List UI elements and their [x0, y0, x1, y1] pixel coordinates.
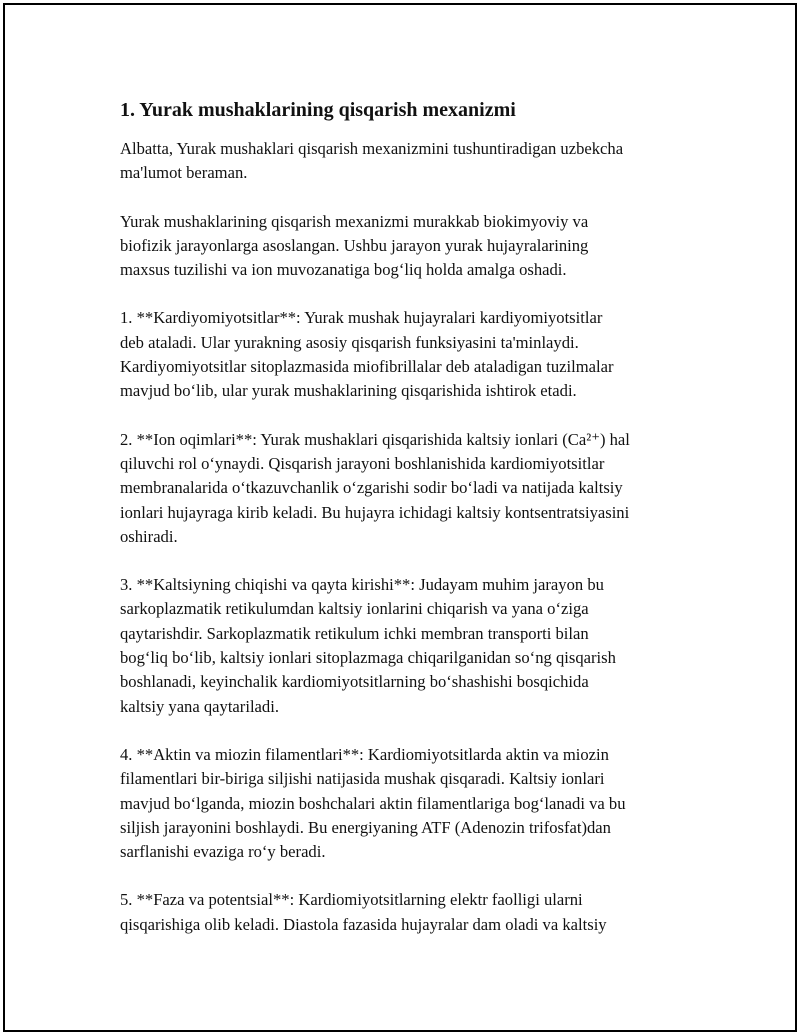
paragraph-item-2: 2. **Ion oqimlari**: Yurak mushaklari qisqarishida kaltsiy ionlari (Ca²⁺) hal qiluvchi rol o‘ynaydi. Qisqarish jarayoni boshlanishida kardiomiyotsitlar membranalarida o‘tkazuvchanlik o‘zgarishi sodir bo‘ladi va natijada kaltsiy ionlari hujayraga kirib keladi. Bu hujayra ichidagi kaltsiy kontsentratsiyasini oshiradi. — [120, 429, 630, 546]
paragraph-item-1: 1. **Kardiyomiyotsitlar**: Yurak mushak hujayralari kardiyomiyotsitlar deb ataladi. Ular yurakning asosiy qisqarish funksiyasini ta'minlaydi. Kardiyomiyotsitlar sitoplazmasida miofibrillalar deb ataladigan tuzilmalar mavjud bo‘lib, ular yurak mushaklarining qisqarishida ishtirok etadi. — [120, 308, 614, 401]
paragraph-overview: Yurak mushaklarining qisqarish mexanizmi murakkab biokimyoviy va biofizik jarayonlarga asoslangan. Ushbu jarayon yurak hujayralarining maxsus tuzilishi va ion muvozanatiga bog‘liq holda amalga oshadi. — [120, 211, 589, 280]
paragraph-intro: Albatta, Yurak mushaklari qisqarish mexanizmini tushuntiradigan uzbekcha ma'lumot beraman. — [120, 139, 624, 183]
paragraph-item-4: 4. **Aktin va miozin filamentlari**: Kardiomiyotsitlarda aktin va miozin filamentlari bir-biriga siljishi natijasida mushak qisqaradi. Kaltsiy ionlari mavjud bo‘lganda, miozin boshchalari aktin filamentlariga bog‘lanadi va bu siljish jarayonini boshlaydi. Bu energiyaning ATF (Adenozin trifosfat)dan sarflanishi evaziga ro‘y beradi. — [120, 744, 626, 862]
paragraph-item-5: 5. **Faza va potentsial**: Kardiomiyotsitlarning elektr faolligi ularni qisqarishiga olib keladi. Diastola fazasida hujayralar dam oladi va kaltsiy — [120, 890, 607, 934]
document-title: 1. Yurak mushaklarining qisqarish mexanizmi — [120, 99, 516, 121]
document-body — [120, 97, 700, 961]
paragraph-item-3: 3. **Kaltsiyning chiqishi va qayta kirishi**: Judayam muhim jarayon bu sarkoplazmatik retikulumdan kaltsiy ionlarini chiqarish va yana o‘ziga qaytarishdir. Sarkoplazmatik retikulum ichki membran transporti bilan bog‘liq bo‘lib, kaltsiy ionlari sitoplazmaga chiqarilganidan so‘ng qisqarish boshlanadi, keyinchalik kardiomiyotsitlarning bo‘shashishi bosqichida kaltsiy yana qaytariladi. — [120, 575, 616, 716]
document-page — [3, 3, 797, 1032]
